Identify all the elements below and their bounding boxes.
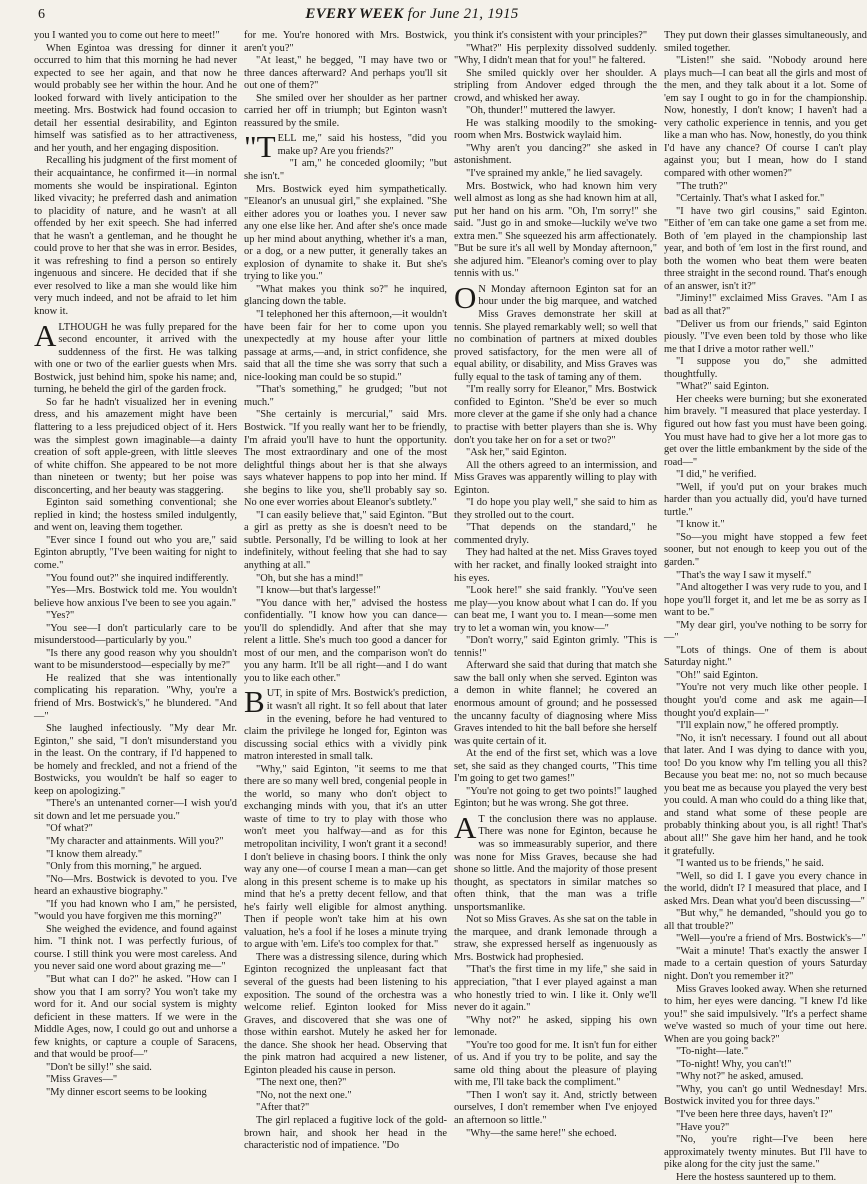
paragraph: "To-night! Why, you can't!" — [676, 1058, 792, 1070]
paragraph: She smiled quickly over her shoulder. A stripling from Andover edged through the crowd, and whisked her away. — [454, 67, 657, 104]
paragraph: "I've been here three days, haven't I?" — [676, 1109, 833, 1121]
paragraph: "Yes—Mrs. Bostwick told me. You wouldn't believe how anxious I've been to see you again." — [34, 585, 237, 609]
paragraph: "No—Mrs. Bostwick is devoted to you. I've heard an exhaustive biography." — [34, 873, 237, 898]
paragraph: "I know it." — [676, 519, 725, 531]
paragraph: "Lots of things. One of them is about Saturday night." — [664, 644, 867, 669]
paragraph: "I'm really sorry for Eleanor," Mrs. Bostwick confided to Eginton. "She'd be ever so much more clever at the game if she only had a chance to practise with better players than she is. Why don't you take her on for a set or two?" — [454, 384, 657, 446]
paragraph: ALTHOUGH he was fully prepared for the second encounter, it arrived with the suddenness of the first. He was talking with one or two of the earlier guests when Mrs. Bostwick, just behind him, spoke his name; and, turning, he beheld the girl of the garden frock. — [34, 317, 237, 396]
paragraph: "So—you might have stopped a few feet sooner, but not enough to keep you out of the garden." — [664, 531, 867, 568]
paragraph: "That's something," he grudged; "but not much." — [244, 384, 447, 408]
text-columns — [34, 30, 867, 1184]
paragraph: "Only from this morning," he argued. — [46, 861, 202, 873]
paragraph: "Well—you're a friend of Mrs. Bostwick's—" — [676, 933, 866, 945]
paragraph: "There's an untenanted corner—I wish you'd sit down and let me persuade you." — [34, 798, 237, 822]
paragraph: All the others agreed to an intermission, and Miss Graves was apparently willing to play with Eginton. — [454, 459, 657, 496]
paragraph: "What makes you think so?" he inquired, glancing down the table. — [244, 283, 447, 308]
paragraph: "If you had known who I am," he persisted, "would you have forgiven me this morning?" — [34, 898, 237, 923]
paragraph: "I've sprained my ankle," he lied savagely. — [466, 168, 643, 180]
paragraph: "You see—I don't particularly care to be misunderstood—particularly by you." — [34, 622, 237, 647]
paragraph: "My dear girl, you've nothing to be sorry for—" — [664, 619, 867, 644]
paragraph: "I do hope you play well," she said to him as they strolled out to the court. — [454, 497, 657, 521]
paragraph: ON Monday afternoon Eginton sat for an hour under the big marquee, and watched Miss Graves demonstrate her skill at tennis. She played remarkably well; so well that no combination of partners at mixed doubles proved satisfactory, for the men were all of equal ability, or disability, and Miss Graves was fully equal to the task of taming any of them. — [454, 279, 657, 383]
paragraph: "What?" said Eginton. — [676, 381, 770, 393]
paragraph: "Why aren't you dancing?" she asked in astonishment. — [454, 142, 657, 167]
paragraph: So far he hadn't visualized her in evening dress, and his amazement might have been flattering to a less prejudiced object of it. Hers was the simplest gown imaginable—a dainty creation of soft apple-green, with little sleeves of white chiffon. She appeared to be not more than nineteen or twenty; but her poise was disconcerting, and her beauty was staggering. — [34, 396, 237, 496]
paragraph: "I know—but that's largesse!" — [256, 585, 381, 597]
paragraph: "You dance with her," advised the hostess confidentially. "I know how you can dance—you'll do splendidly. And after that she may relent a little. She's much too good a dancer for most of our men, and the comparison won't do you any harm. It'll be all right—and I do want you to like each other." — [244, 597, 447, 684]
paragraph: "Jiminy!" exclaimed Miss Graves. "Am I as bad as all that?" — [664, 293, 867, 318]
paragraph: "I telephoned her this afternoon,—it wouldn't have been fair for her to come upon you unexpectedly at my house after your little passage at arms,—and, in strict confidence, she said that all the time she was sorry that such a nice-looking man could be so stupid." — [244, 309, 447, 383]
column-4 — [664, 30, 867, 1184]
paragraph: Eginton said something conventional; she replied in kind; the hostess smiled indulgently, and went on, leaving them together. — [34, 497, 237, 534]
paragraph: "I can easily believe that," said Eginton. "But a girl as pretty as she is doesn't need to be subtle. Personally, I'd be willing to look at her indefinitely, without feeling that she had to say anything at all." — [244, 509, 447, 571]
paragraph: Her cheeks were burning; but she exonerated him bravely. "I measured that place yesterday. I figured out how fast you must have been going. You must have had to give her a lot more gas to get over the little embankment by the side of the road—" — [664, 393, 867, 468]
paragraph: "Listen!" she said. "Nobody around here plays much—I can beat all the girls and most of the men, and they talk about it a lot. Some of 'em say I ought to go in for the championship. Now, honestly, I don't know; I haven't had a very catholic experience in tennis, and you get like a man who has. Now, honestly, do you think I'd have any chance? Of course I can't play against you; but I mean, how do I stand compared with other women?" — [664, 55, 867, 180]
paragraph: "Then I won't say it. And, strictly between ourselves, I don't remember when I've enjoyed an afternoon so little." — [454, 1089, 657, 1127]
paragraph: "I know them already." — [46, 848, 143, 860]
paragraph: "Why not?" he asked, amused. — [676, 1071, 804, 1083]
paragraph: "But what can I do?" he asked. "How can I show you that I am sorry? You won't take my word for it. And our social system is mighty deficient in these matters. If we were in the Middle Ages, now, I could go out and unhorse a few knights, or capture a couple of Saracens, and that would be proof—" — [34, 974, 237, 1061]
column-2 — [244, 30, 447, 1184]
paragraph: "And altogether I was very rude to you, and I hope you'll forget it, and let me be as sorry as I want to be." — [664, 582, 867, 619]
paragraph: "I wanted us to be friends," he said. — [676, 858, 824, 870]
paragraph: "Certainly. That's what I asked for." — [676, 193, 825, 205]
paragraph: "Ever since I found out who you are," said Eginton abruptly, "I've been waiting for night to come." — [34, 534, 237, 571]
paragraph: "What?" His perplexity dissolved suddenly. "Why, I didn't mean that for you!" he faltered. — [454, 42, 657, 67]
paragraph: "She certainly is mercurial," said Mrs. Bostwick. "If you really want her to be friendly, I'm afraid you'll have to hunt the opportunity. The most extraordinary and one of the most delightful things about her is that she always says whatever happens to pop into her mind. If she begins to like you, she'll probably say so. No one ever worries about Eleanor's subtlety." — [244, 409, 447, 509]
paragraph: "At least," he begged, "I may have two or three dances afterward? And perhaps you'll sit out one of them?" — [244, 55, 447, 92]
paragraph: "Well, so did I. I gave you every chance in the world, didn't I? I measured that place, and I asked Mrs. Dean what you'd been discussing—" — [664, 870, 867, 907]
paragraph: "Have you?" — [676, 1121, 730, 1133]
paragraph: They put down their glasses simultaneously, and smiled together. — [664, 30, 867, 54]
paragraph: "I'll explain now," he offered promptly. — [676, 720, 839, 732]
paragraph: "Oh, but she has a mind!" — [256, 572, 364, 584]
paragraph: "Is there any good reason why you shouldn't want to be misunderstood—especially by me?" — [34, 647, 237, 672]
paragraph: "Don't worry," said Eginton grimly. "This is tennis!" — [454, 635, 657, 659]
paragraph: He realized that she was intentionally complicating his reparation. "Why, you're a friend of Mrs. Bostwick's," he blundered. "And—" — [34, 672, 237, 722]
paragraph: Miss Graves looked away. When she returned to him, her eyes were dancing. "I knew I'd like you!" she said impulsively. "It's a perfect shame we've wasted so much of your time out here. When are you going back?" — [664, 983, 867, 1045]
paragraph: "That's the way I saw it myself." — [676, 569, 812, 581]
paragraph: "You're not going to get two points!" laughed Eginton; but he was wrong. She got three. — [454, 785, 657, 810]
paragraph: "Wait a minute! That's exactly the answer I made to a certain question of yours Saturday night. Don't you remember it?" — [664, 945, 867, 983]
paragraph: She laughed infectiously. "My dear Mr. Eginton," she said, "I don't misunderstand you in the least. On the contrary, if I'd happened to be homely and freckled, and not a friend of the Bostwicks, you wouldn't be half so eager to keep on apologizing." — [34, 723, 237, 797]
paragraph: "You're not very much like other people. I thought you'd come and ask me again—I thought you'd explain—" — [664, 682, 867, 719]
paragraph: "To-night—late." — [676, 1046, 749, 1058]
paragraph: "The truth?" — [676, 180, 728, 192]
issue-date: for June 21, 1915 — [407, 6, 519, 22]
paragraph: "That depends on the standard," he commented dryly. — [454, 522, 657, 546]
paragraph: "The next one, then?" — [256, 1077, 347, 1089]
paragraph: "Ask her," said Eginton. — [466, 447, 567, 459]
paragraph: "After that?" — [256, 1102, 310, 1114]
paragraph: "Look here!" she said frankly. "You've seen me play—you know about what I can do. If you can beat me, I want you to. I mean—some men try to let a woman win, you know—" — [454, 585, 657, 634]
paragraph: Mrs. Bostwick, who had known him very well almost as long as she had known him at all, put her hand on his arm. "Oh, I'm sorry!" she said. "Just go in and smoke—luckily we've two extra men." She squeezed his arm affectionately. "But be sure it's all well by Monday afternoon," she adjured him. "Eleanor's coming over to play tennis with us." — [454, 180, 657, 280]
publication-title: EVERY WEEK — [305, 6, 404, 22]
paragraph: "Oh!" said Eginton. — [676, 669, 759, 681]
paragraph: "Yes?" — [46, 610, 75, 622]
paragraph: The girl replaced a fugitive lock of the gold-brown hair, and shook her head in the characteristic nod of impatience. "Do — [244, 1115, 447, 1152]
paragraph: "No, you're right—I've been here approximately twenty minutes. But I'll have to pike along for the city just the same." — [664, 1134, 867, 1171]
paragraph: "Deliver us from our friends," said Eginton piously. "I've even been told by those who like me that I drive a motor rather well." — [664, 318, 867, 355]
paragraph: "I did," he verified. — [676, 469, 757, 481]
paragraph: "Why—the same here!" she echoed. — [466, 1127, 617, 1139]
paragraph: Here the hostess sauntered up to them. — [676, 1171, 837, 1183]
paragraph: "No, not the next one." — [256, 1089, 352, 1101]
paragraph: "You found out?" she inquired indifferently. — [46, 572, 229, 584]
paragraph: BUT, in spite of Mrs. Bostwick's prediction, it wasn't all right. It so fell about that later in the evening, before he had ventured to claim the privilege he longed for, Eginton was discussing social ethics with a vividly pink matron interested in small talk. — [244, 684, 447, 763]
paragraph: She weighed the evidence, and found against him. "I think not. I was perfectly furious, of course. I still think you were most careless. And you never said one word about grazing me—" — [34, 923, 237, 973]
paragraph: "That's the first time in my life," she said in appreciation, "that I ever played against a man who honestly tried to win. I like it. Only we'll never do it again." — [454, 964, 657, 1014]
paragraph: Not so Miss Graves. As she sat on the table in the marquee, and drank lemonade through a straw, she expressed herself as ingenuously as Mrs. Bostwick had prophesied. — [454, 914, 657, 963]
paragraph: "But why," he demanded, "should you go to all that trouble?" — [664, 908, 867, 932]
paragraph: Recalling his judgment of the first moment of their acquaintance, he confirmed it—in normal moments she would be inspirational. Eginton liked vivacity; he preferred dash and animation to placidity of nature, and he wasn't at all offended by her exit speech. She had inferred that he wasn't a gentleman, and he thought he could prove to her that she was in error. Besides, it was refreshing to find a person so entirely ingenuous and sincere. He decided that if she ever resolved to like a man she would like him very much indeed, and not be afraid to let him know it. — [34, 155, 237, 318]
paragraph: you I wanted you to come out here to meet!" — [34, 30, 220, 41]
paragraph: AT the conclusion there was no applause. There was none for Eginton, because he was so immeasurably superior, and there was none for Miss Graves, because she had shone so little. And the majority of those present thought, as spectators in similar matches so often think, that the man was a trifle unsportsmanlike. — [454, 809, 657, 913]
paragraph: "Why, you can't go until Wednesday! Mrs. Bostwick invited you for three days." — [664, 1083, 867, 1108]
paragraph: "You're too good for me. It isn't fun for either of us. And if you try to be polite, and say the same old thing about the pleasure of playing with me, I'll take back the compliment." — [454, 1039, 657, 1089]
paragraph: "I suppose you do," she admitted thoughtfully. — [664, 356, 867, 380]
paragraph: He was stalking moodily to the smoking-room when Mrs. Bostwick waylaid him. — [454, 117, 657, 142]
paragraph: for me. You're honored with Mrs. Bostwick, aren't you?" — [244, 30, 447, 54]
column-1 — [34, 30, 237, 1184]
page-number: 6 — [38, 7, 45, 22]
page-header — [34, 4, 790, 30]
paragraph: "TELL me," said his hostess, "did you make up? Are you friends?" — [244, 129, 447, 165]
paragraph: "Why," said Eginton, "it seems to me that there are so many well bred, congenial people in the world, so many who don't object to exchanging minds with you, that it's an utter waste of time to try to play with those who won't meet you halfway—and as for this metropolitan incivility, I won't grant it a second! I don't believe in chasing boors. I think the only way any one—of course I mean a man—can get along in this present scheme is to make up his mind that he's a pretty decent fellow, and that he's fairly well eligible for almost anything. Then if people won't take him at his own valuation, he's a fool if he loses a minute trying to argue with 'em. Life's too complex for that." — [244, 763, 447, 951]
paragraph: She smiled over her shoulder as her partner carried her off in triumph; but Eginton wasn't reassured by the smile. — [244, 92, 447, 129]
column-3 — [454, 30, 657, 1184]
running-head — [34, 6, 790, 23]
paragraph: There was a distressing silence, during which Eginton recognized the unpleasant fact that several of the guests had been listening to his exposition. The sound of the orchestra was a welcome relief. Eginton looked for Miss Graves, and discovered that she was one of those within earshot. Mutely he asked her for the dance. She shook her head. Observing that the pink matron had acquired a new listener, Eginton pleaded his cause in person. — [244, 951, 447, 1076]
paragraph: "Don't be silly!" she said. — [46, 1061, 152, 1073]
paragraph: "Of what?" — [46, 823, 93, 835]
paragraph: "My character and attainments. Will you?" — [46, 836, 224, 847]
paragraph: "My dinner escort seems to be looking — [46, 1086, 207, 1098]
paragraph: "I am," he conceded gloomily; "but she isn't." — [244, 158, 447, 183]
paragraph: "I have two girl cousins," said Eginton. "Either of 'em can take one game a set from me. Both of 'em played in the championship last year, and both of 'em lost in the first round, and both the women who beat them were beaten three straight in the second round. That's enough of an answer, isn't it?" — [664, 205, 867, 292]
paragraph: At the end of the first set, which was a love set, she said as they changed courts, "This time I'm going to get two games!" — [454, 748, 657, 785]
paragraph: "Miss Graves—" — [46, 1074, 118, 1086]
paragraph: "Well, if you'd put on your brakes much harder than you actually did, you'd have turned turtle." — [664, 481, 867, 518]
paragraph: you think it's consistent with your principles?" — [454, 30, 648, 41]
paragraph: Mrs. Bostwick eyed him sympathetically. "Eleanor's an unusual girl," she explained. "She either adores you or loathes you. I never saw any one else like her. And after she's once made up her mind about anything, whether it's a man, or a dog, or a new putter, it generally takes an explosion of dynamite to shake it. But she's trying to like you." — [244, 183, 447, 283]
paragraph: Afterward she said that during that match she saw the ball only when she served. Eginton was a demon in white flannel; he covered an enormous amount of ground; and he possessed the uncanny faculty of diagnosing where Miss Graves intended to hit the ball before she herself was quite certain of it. — [454, 660, 657, 747]
paragraph: They had halted at the net. Miss Graves toyed with her racket, and finally looked straight into his eyes. — [454, 547, 657, 584]
paragraph: "Oh, thunder!" muttered the lawyer. — [466, 105, 616, 117]
paragraph: When Egintoa was dressing for dinner it occurred to him that this morning he had never expected to see her again, and that now he would probably see her within the hour. And he looked forward with lively anticipation to the meeting. Mrs. Bostwick had found occasion to detail her essential desirability, and Eginton himself was satisfied as to her attractiveness, and her youth, and her engaging disposition. — [34, 42, 237, 154]
paragraph: "No, it isn't necessary. I found out all about that later. And I was dying to dance with you, too! Do you know why I'm telling you all this? Because you beat me: no, not so much because you beat me as because you played the very best you could. A man who could do a thing like that, and stand what some of these people are probably thinking about you, is all right! That's about all!" She gave him her hand, and he took it gratefully. — [664, 732, 867, 857]
paragraph: "Why not?" he asked, sipping his own lemonade. — [454, 1014, 657, 1039]
